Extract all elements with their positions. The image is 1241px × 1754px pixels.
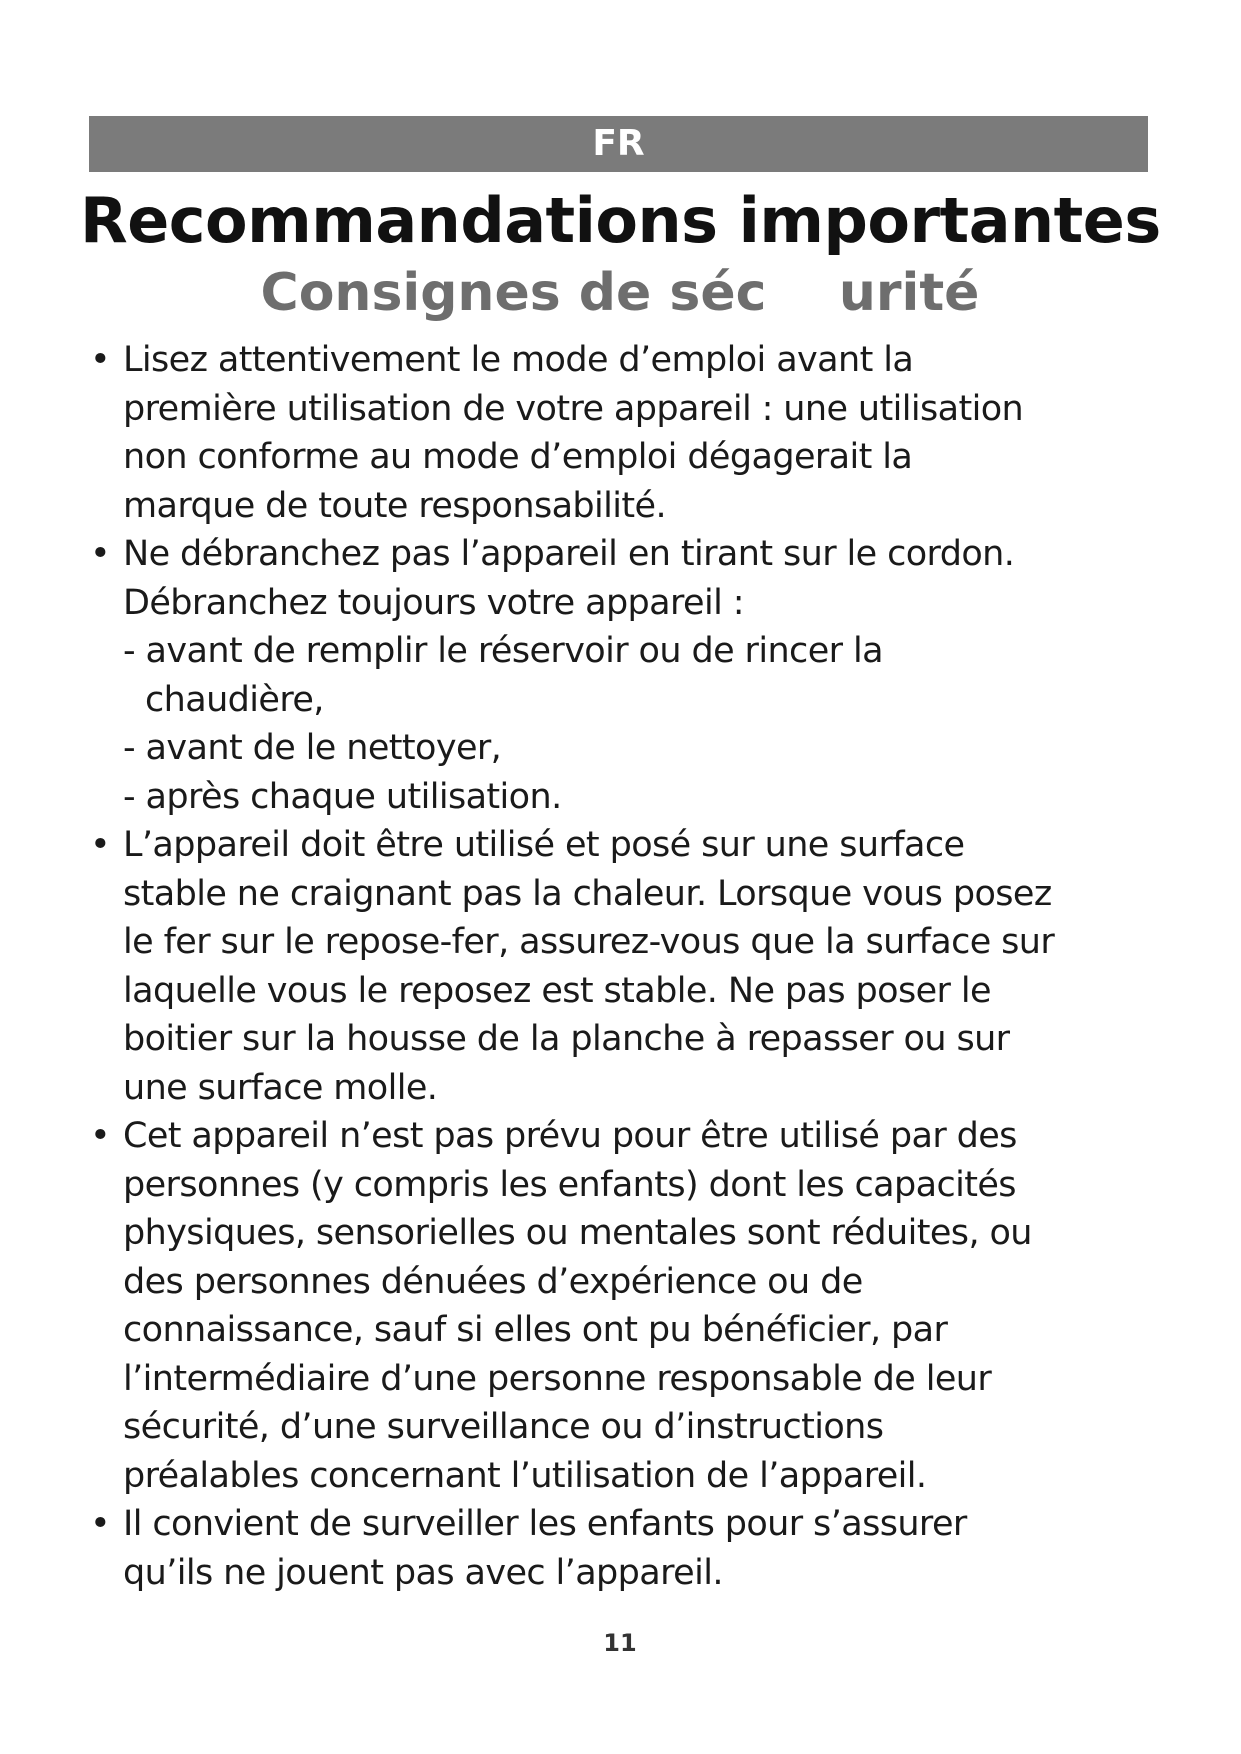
list-item	[90, 336, 1173, 530]
text-line: Débranchez toujours votre appareil :	[123, 582, 744, 623]
text-line: Lisez attentivement le mode d’emploi avant la	[123, 340, 914, 380]
page-title: Recommandations importantes	[80, 184, 1161, 257]
text-line: stable ne craignant pas la chaleur. Lorsque vous posez	[123, 873, 1052, 914]
language-bar	[89, 116, 1148, 172]
safety-instructions	[90, 336, 1180, 1597]
text-line: l’intermédiaire d’une personne responsable de leur	[123, 1358, 992, 1399]
text-line: Ne débranchez pas l’appareil en tirant sur le cordon.	[123, 534, 1015, 574]
text-line: connaissance, sauf si elles ont pu bénéficier, par	[123, 1310, 948, 1350]
sub-item: - après chaque utilisation.	[123, 776, 562, 817]
text-line: personnes (y compris les enfants) dont les capacités	[123, 1164, 1016, 1205]
text-line: non conforme au mode d’emploi dégagerait la	[123, 437, 913, 477]
language-label: FR	[592, 123, 645, 164]
text-line: physiques, sensorielles ou mentales sont réduites, ou	[123, 1213, 1032, 1253]
bullet-icon: •	[90, 534, 111, 574]
text-line: boitier sur la housse de la planche à repasser ou sur	[123, 1019, 1010, 1059]
sub-item-continuation: chaudière,	[145, 679, 324, 720]
list-item	[90, 821, 1173, 1112]
text-line: sécurité, d’une surveillance ou d’instructions	[123, 1407, 884, 1447]
list-item	[90, 530, 1173, 821]
text-line: le fer sur le repose-fer, assurez-vous que la surface sur	[123, 922, 1055, 962]
page-subtitle: Consignes de séc urité	[260, 263, 980, 323]
bullet-icon: •	[90, 340, 111, 380]
text-line: une surface molle.	[123, 1067, 438, 1108]
text-line: première utilisation de votre appareil : une utilisation	[123, 388, 1024, 429]
text-line: Il convient de surveiller les enfants pour s’assurer	[123, 1504, 967, 1544]
sub-item: - avant de le nettoyer,	[123, 728, 502, 768]
text-line: des personnes dénuées d’expérience ou de	[123, 1261, 863, 1302]
text-line: préalables concernant l’utilisation de l’appareil.	[123, 1455, 927, 1496]
text-line: marque de toute responsabilité.	[123, 485, 667, 526]
bullet-icon: •	[90, 1116, 111, 1156]
page-number: 11	[603, 1629, 637, 1657]
text-line: Cet appareil n’est pas prévu pour être utilisé par des	[123, 1116, 1017, 1156]
bullet-icon: •	[90, 825, 111, 865]
list-item	[90, 1112, 1173, 1500]
bullet-icon: •	[90, 1504, 111, 1544]
text-line: qu’ils ne jouent pas avec l’appareil.	[123, 1552, 723, 1593]
text-line: laquelle vous le reposez est stable. Ne pas poser le	[123, 970, 991, 1011]
list-item	[90, 1500, 1173, 1597]
text-line: L’appareil doit être utilisé et posé sur une surface	[123, 825, 965, 865]
sub-item: - avant de remplir le réservoir ou de rincer la	[123, 631, 883, 671]
